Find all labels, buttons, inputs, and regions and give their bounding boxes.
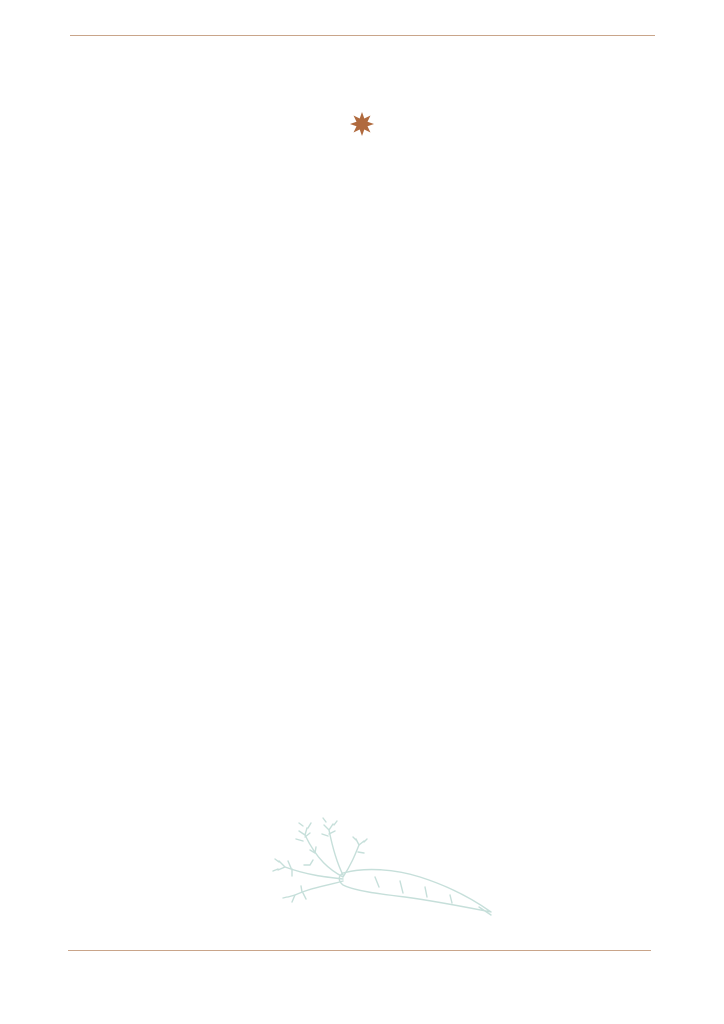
star-ornament-icon — [349, 111, 375, 137]
bottom-divider — [68, 950, 651, 951]
carrot-illustration-icon — [255, 815, 495, 925]
top-divider — [70, 35, 655, 36]
